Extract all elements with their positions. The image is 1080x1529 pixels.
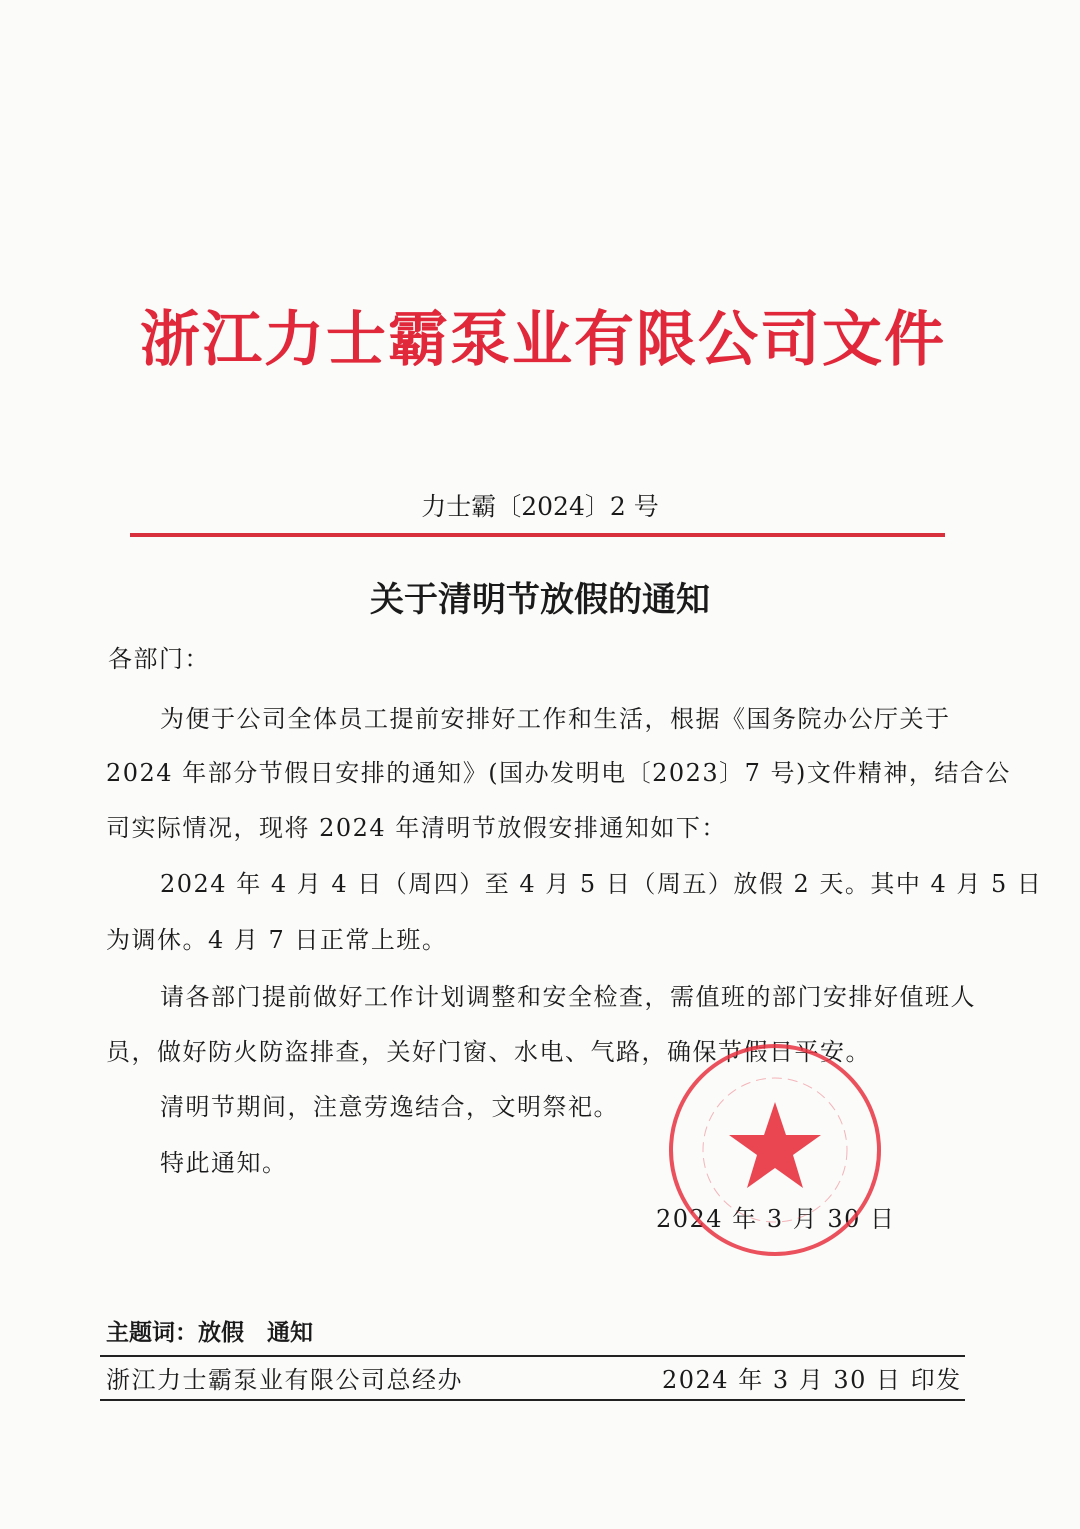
keywords: 放假 通知 bbox=[198, 1320, 313, 1346]
keywords-label: 主题词： bbox=[106, 1320, 198, 1346]
body-line: 清明节期间，注意劳逸结合，文明祭祀。 bbox=[160, 1093, 619, 1121]
body-line: 2024 年部分节假日安排的通知》(国办发明电〔2023〕7 号)文件精神，结合公 bbox=[106, 759, 1011, 787]
body-line: 司实际情况，现将 2024 年清明节放假安排通知如下： bbox=[106, 814, 727, 842]
seal-star-icon bbox=[729, 1102, 821, 1188]
issuer: 浙江力士霸泵业有限公司总经办 bbox=[106, 1366, 463, 1394]
body-line: 为调休。4 月 7 日正常上班。 bbox=[106, 926, 448, 954]
issue-date: 2024 年 3 月 30 日 印发 bbox=[662, 1366, 962, 1394]
footer-rule-bottom bbox=[100, 1399, 965, 1401]
body-line: 员，做好防火防盗排查，关好门窗、水电、气路，确保节假日平安。 bbox=[106, 1038, 871, 1066]
body-line: 请各部门提前做好工作计划调整和安全检查，需值班的部门安排好值班人 bbox=[160, 983, 976, 1011]
body-line: 为便于公司全体员工提前安排好工作和生活，根据《国务院办公厅关于 bbox=[160, 705, 951, 733]
body-line: 2024 年 4 月 4 日（周四）至 4 月 5 日（周五）放假 2 天。其中 4 月 5 日 bbox=[160, 870, 1043, 898]
red-divider bbox=[130, 533, 945, 537]
notice-title: 关于清明节放假的通知 bbox=[370, 580, 710, 620]
footer-rule-top bbox=[100, 1355, 965, 1357]
keywords-row bbox=[106, 1317, 313, 1349]
document-number: 力士霸〔2024〕2 号 bbox=[421, 492, 659, 521]
org-header-title: 浙江力士霸泵业有限公司文件 bbox=[140, 305, 946, 375]
salutation: 各部门： bbox=[108, 645, 210, 673]
notice-date: 2024 年 3 月 30 日 bbox=[656, 1205, 896, 1233]
body-line: 特此通知。 bbox=[160, 1149, 288, 1177]
